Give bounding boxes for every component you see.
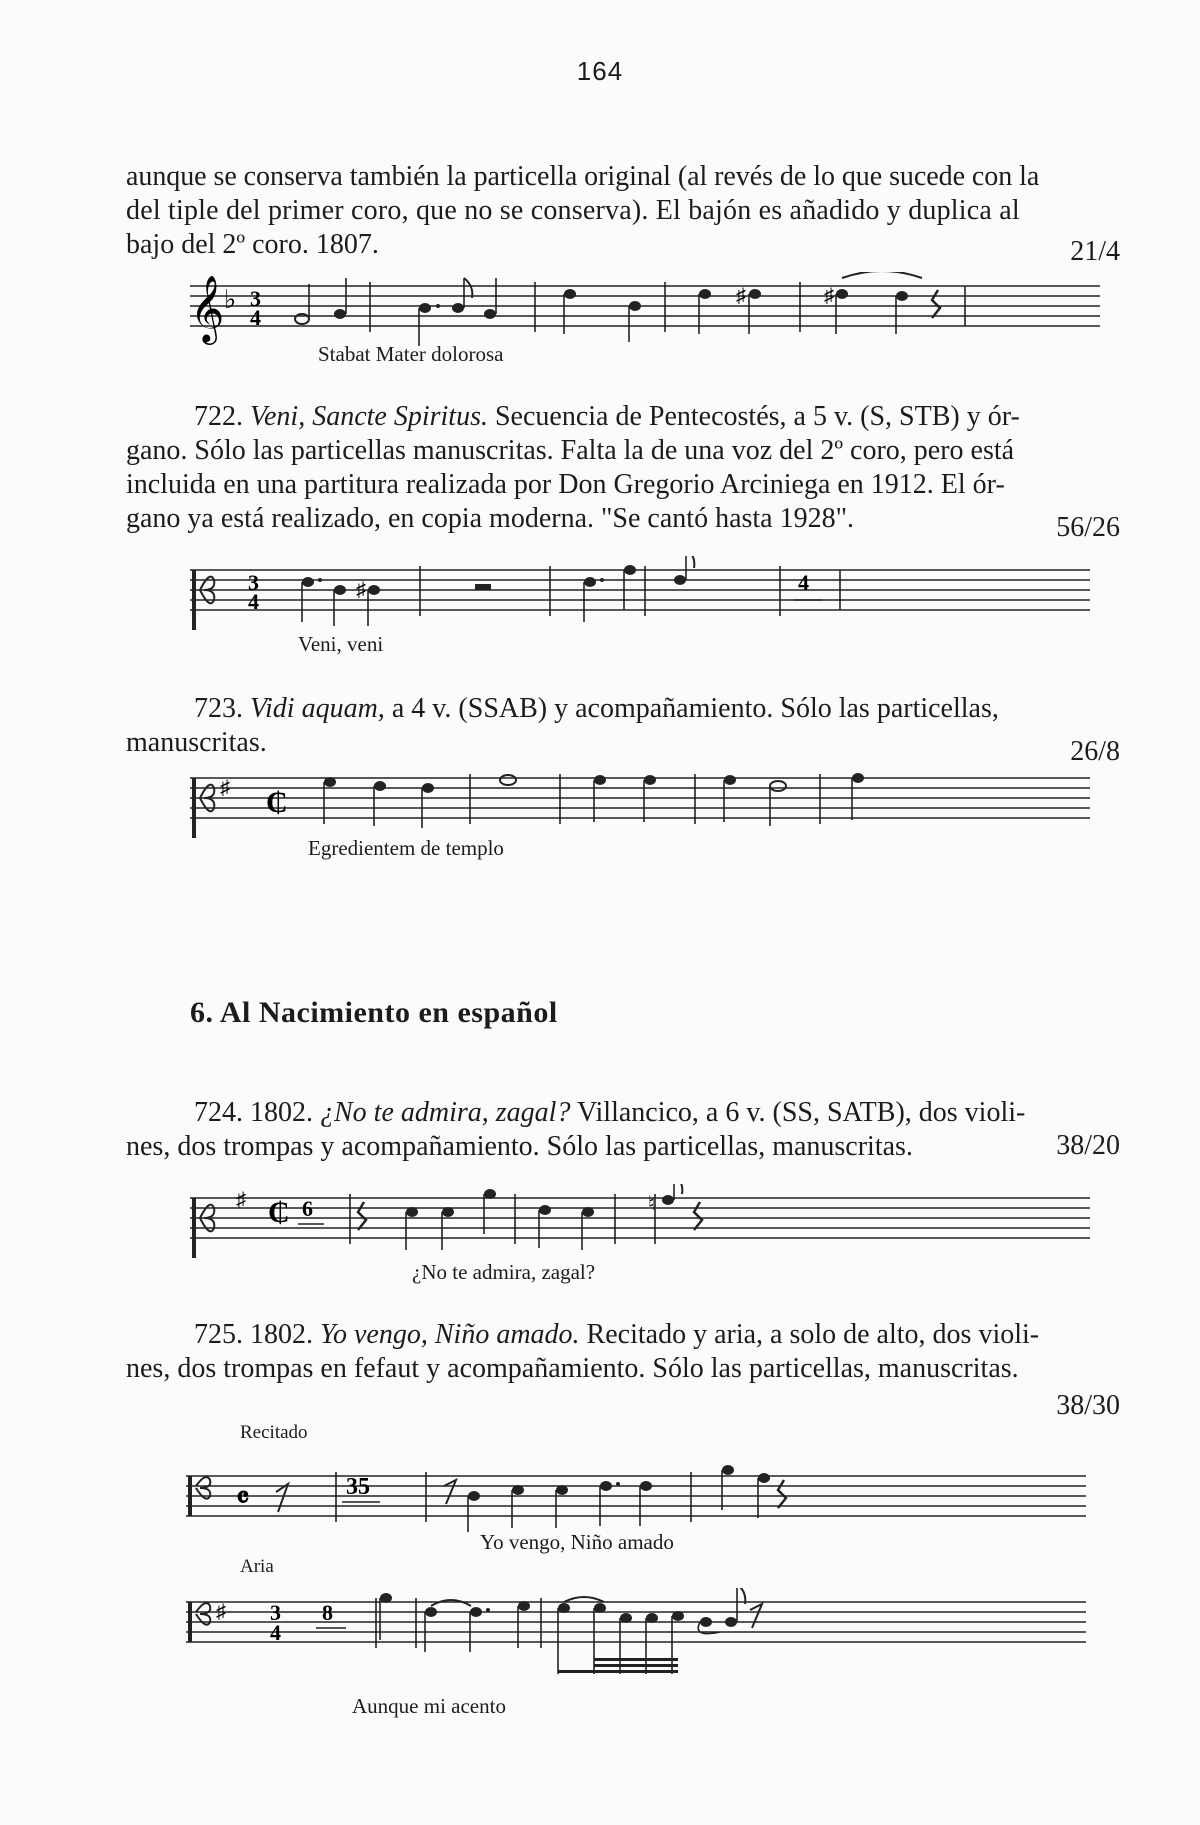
svg-text:3: 3 (248, 570, 259, 595)
entry-724-incipit-text: ¿No te admira, zagal? (412, 1260, 596, 1284)
svg-text:♯: ♯ (736, 285, 746, 307)
page-number: 164 (576, 56, 624, 86)
svg-text:₵: ₵ (266, 786, 288, 819)
svg-text:₵: ₵ (268, 1196, 290, 1229)
entry-725-title: Yo vengo, Niño amado. (320, 1319, 580, 1350)
entry-723-title: Vidi aquam, (250, 693, 385, 724)
entry-725-number: 725. 1802. (194, 1319, 313, 1350)
entry-722-catalog: 56/26 (1056, 512, 1120, 543)
svg-text:𝄴: 𝄴 (236, 1482, 250, 1515)
entry-721-line-3: bajo del 2º coro. 1807. (126, 229, 379, 260)
entry-722-line-2: gano. Sólo las particellas manuscritas. Falta la de una voz del 2º coro, pero está (126, 435, 1015, 466)
svg-text:4: 4 (248, 589, 259, 614)
entry-722-title: Veni, Sancte Spiritus. (250, 401, 488, 432)
entry-723-text (126, 692, 1120, 760)
entry-725-aria-incipit-text: Aunque mi acento (352, 1694, 506, 1718)
entry-725-aria-label: Aria (240, 1556, 274, 1577)
entry-723-line-1 (126, 692, 1120, 726)
entry-724-line-1 (126, 1096, 1120, 1130)
entry-722-line-3: incluida en una partitura realizada por Don Gregorio Arciniega en 1912. El ór- (126, 469, 1005, 500)
entry-723-number: 723. (194, 693, 243, 724)
entry-722-line-1 (126, 400, 1120, 434)
entry-725-catalog: 38/30 (1056, 1390, 1120, 1421)
svg-text:3: 3 (270, 1600, 281, 1625)
svg-text:3: 3 (250, 286, 261, 311)
svg-text:♯: ♯ (216, 1601, 226, 1623)
entry-725-recitado-incipit-text: Yo vengo, Niño amado (480, 1530, 674, 1554)
entry-724-music-staff (190, 1184, 1110, 1274)
entry-723-incipit-text: Egredientem de templo (308, 836, 504, 860)
entry-723-catalog: 26/8 (1070, 736, 1120, 767)
svg-text:♯: ♯ (220, 777, 230, 799)
entry-722-text (126, 400, 1120, 536)
svg-text:♭: ♭ (224, 285, 237, 314)
entry-724-number: 724. 1802. (194, 1097, 313, 1128)
svg-text:6: 6 (302, 1196, 313, 1221)
svg-text:♮: ♮ (648, 1193, 656, 1215)
entry-724-title: ¿No te admira, zagal? (320, 1097, 571, 1128)
svg-text:8: 8 (322, 1600, 333, 1625)
entry-723-line-2: manuscritas. (126, 727, 267, 758)
entry-722-line-4: gano ya está realizado, en copia moderna. "Se cantó hasta 1928". (126, 503, 855, 534)
entry-723-line-1-rest: a 4 v. (SSAB) y acompañamiento. Sólo las particellas, (391, 693, 999, 724)
entry-725-line-2: nes, dos trompas en fefaut y acompañamiento. Sólo las particellas, manuscritas. (126, 1353, 1019, 1384)
svg-text:♯: ♯ (236, 1189, 246, 1211)
entry-722-number: 722. (194, 401, 243, 432)
entry-725-aria-staff (186, 1588, 1106, 1698)
entry-721-incipit-text: Stabat Mater dolorosa (318, 342, 504, 366)
entry-724-line-1-rest: Villancico, a 6 v. (SS, SATB), dos violi- (576, 1097, 1026, 1128)
svg-text:♯: ♯ (824, 285, 834, 307)
entry-725-recitado-label: Recitado (240, 1422, 308, 1443)
svg-text:4: 4 (270, 1620, 281, 1645)
svg-text:35: 35 (346, 1474, 370, 1500)
entry-725-line-1 (126, 1318, 1120, 1352)
entry-725-text (126, 1318, 1120, 1386)
svg-text:4: 4 (250, 305, 261, 330)
entry-721-line-1: aunque se conserva también la particella original (al revés de lo que sucede con la (126, 161, 1040, 192)
entry-724-text (126, 1096, 1120, 1164)
entry-724-line-2: nes, dos trompas y acompañamiento. Sólo las particellas, manuscritas. (126, 1131, 913, 1162)
svg-text:𝄞: 𝄞 (190, 274, 225, 342)
entry-721-text (126, 160, 1120, 262)
entry-722-incipit-text: Veni, veni (298, 632, 384, 656)
svg-text:♯: ♯ (356, 579, 366, 601)
entry-721-line-2: del tiple del primer coro, que no se conserva). El bajón es añadido y duplica al (126, 195, 1020, 226)
entry-722-line-1-rest: Secuencia de Pentecostés, a 5 v. (S, STB) y ór- (494, 401, 1020, 432)
entry-721-catalog: 21/4 (1070, 236, 1120, 267)
section-heading: 6. Al Nacimiento en español (190, 996, 558, 1029)
entry-725-line-1-rest: Recitado y aria, a solo de alto, dos violi- (586, 1319, 1040, 1350)
svg-text:4: 4 (798, 570, 809, 595)
entry-724-catalog: 38/20 (1056, 1130, 1120, 1161)
